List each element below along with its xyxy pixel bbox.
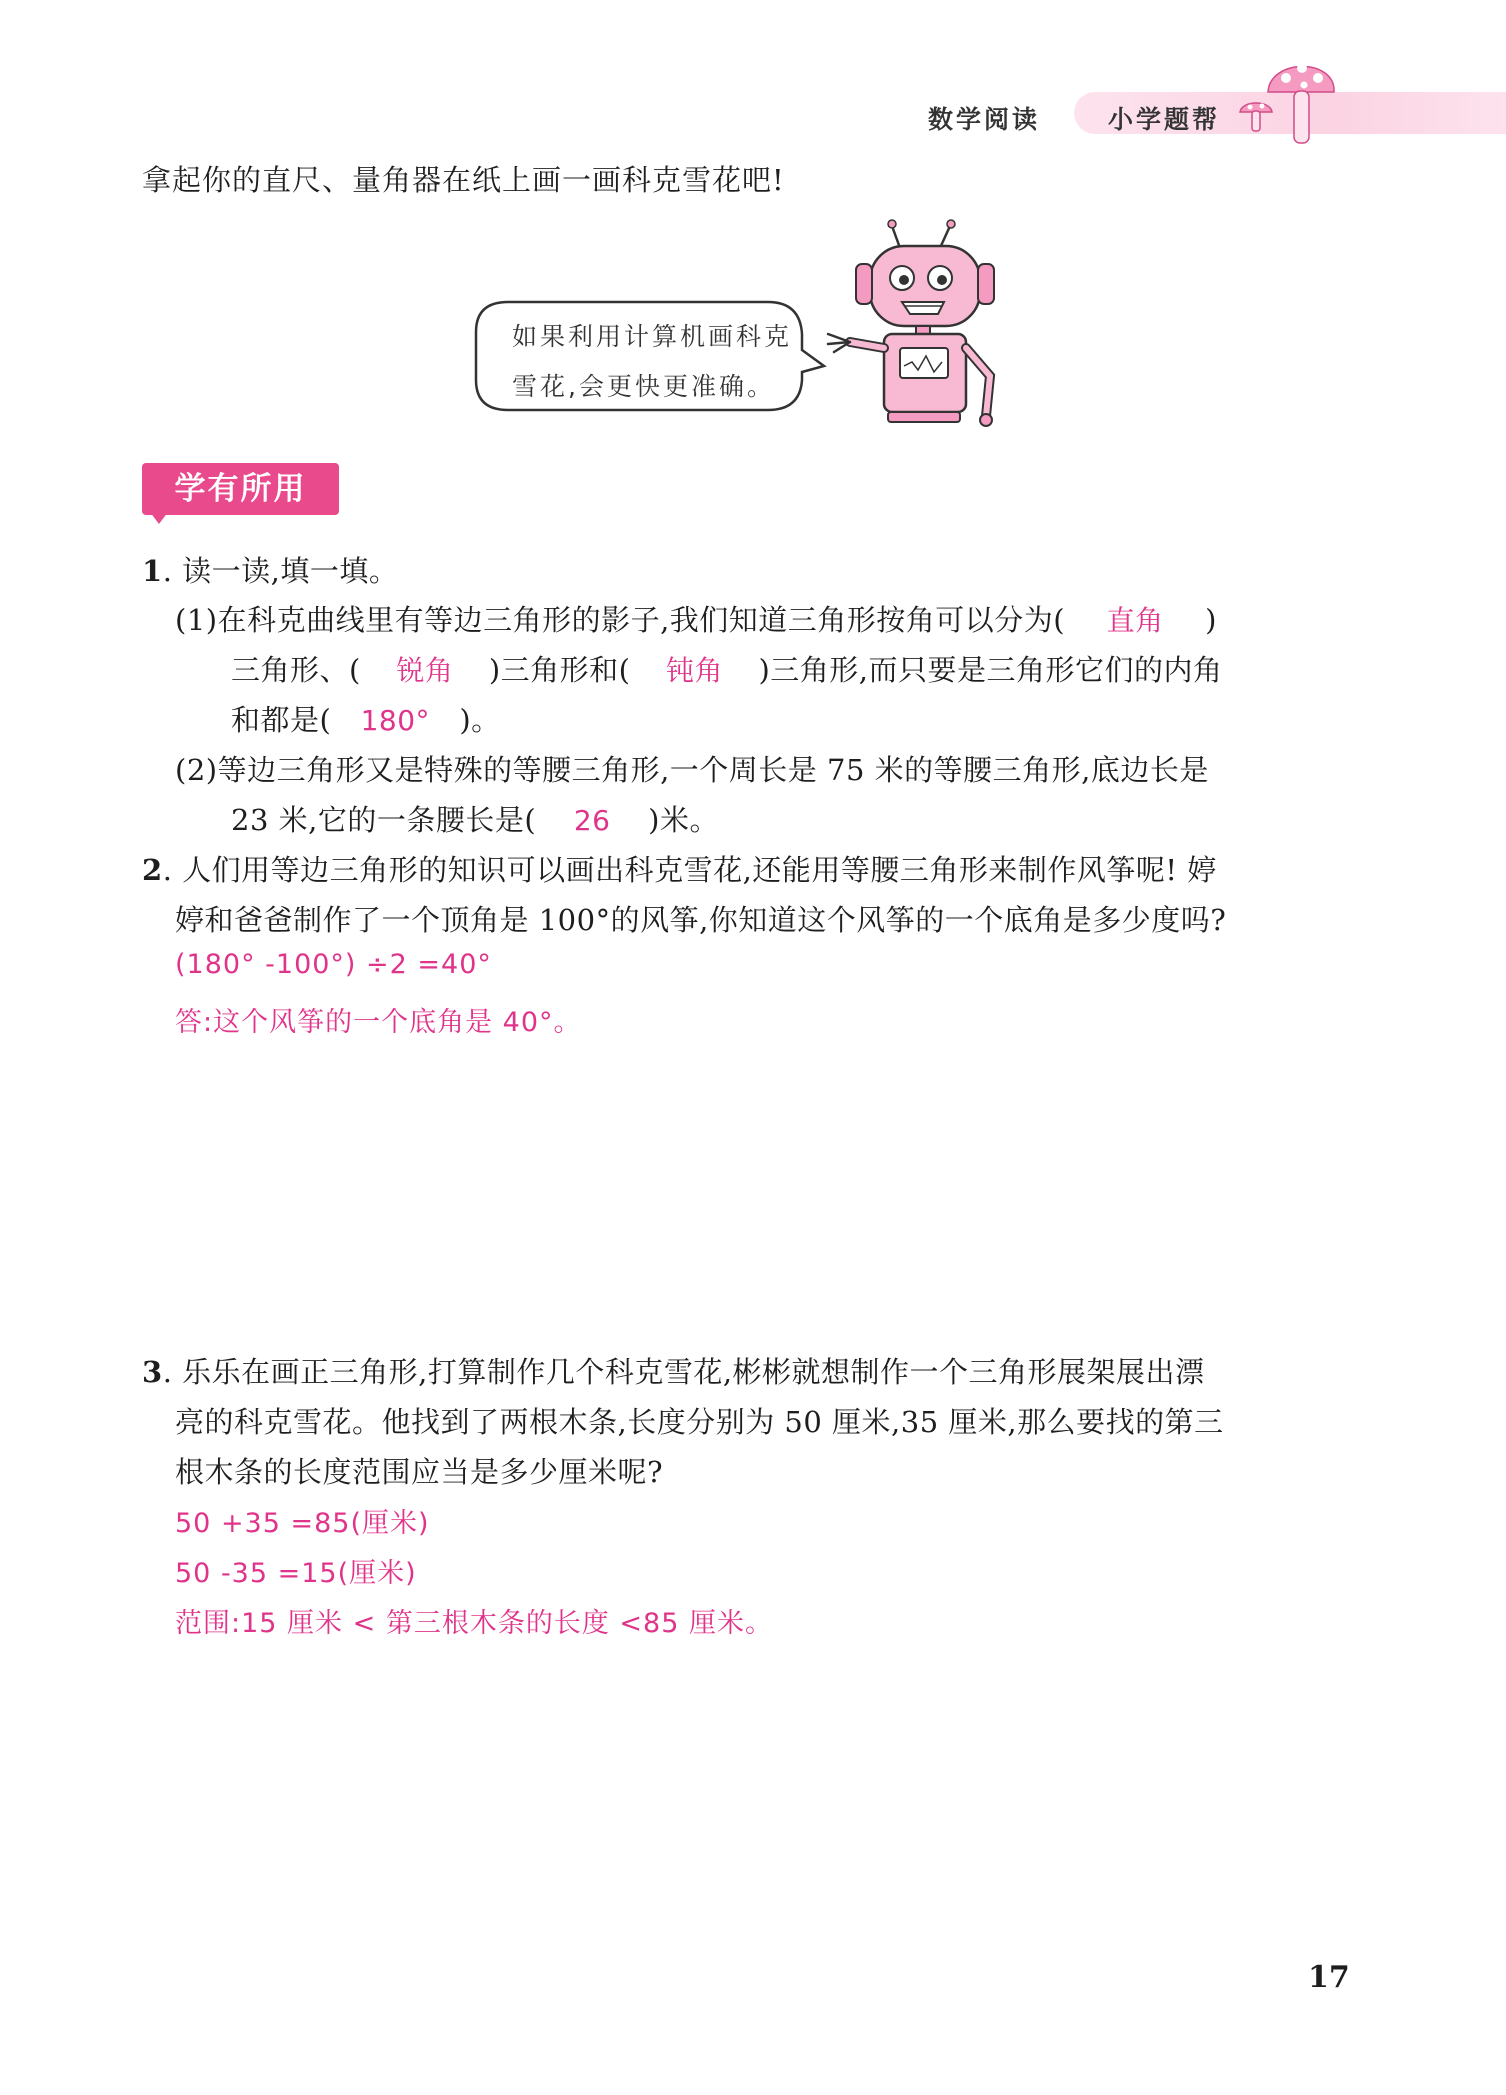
q3-line3: 根木条的长度范围应当是多少厘米呢? (175, 1455, 664, 1489)
header-section-title: 数学阅读 (928, 105, 1041, 134)
q1-p1-line1 (175, 598, 1217, 639)
q2-answer: 答:这个风筝的一个底角是 40°。 (175, 1007, 582, 1038)
q2-number: 2 (142, 853, 163, 887)
q1-answer-angle-sum: 180° (360, 704, 431, 737)
q2-line1-text: . 人们用等边三角形的知识可以画出科克雪花,还能用等腰三角形来制作风筝呢! 婷 (162, 853, 1217, 887)
q1-p2-line2-post: )米。 (648, 803, 719, 837)
bubble-line-2: 雪花,会更快更准确。 (512, 372, 775, 401)
q1-p1-prefix: (1)在科克曲线里有等边三角形的影子,我们知道三角形按角可以分为( (175, 603, 1066, 637)
q1-stem-text: . 读一读,填一填。 (162, 554, 399, 588)
q3-work-sum: 50 +35 =85(厘米) (175, 1508, 430, 1539)
q1-p1-line3-post: )。 (459, 703, 501, 737)
q1-p1-line2 (231, 648, 1223, 689)
q1-answer-right-angle: 直角 (1106, 604, 1164, 637)
header-brand: 小学题帮 (1108, 105, 1221, 134)
q1-p1-line2-post: )三角形,而只要是三角形它们的内角 (758, 653, 1223, 687)
robot-illustration (820, 216, 1040, 436)
q1-p2-line2-pre: 23 米,它的一条腰长是( (231, 803, 537, 837)
q1-answer-acute: 锐角 (396, 654, 454, 687)
q3-answer: 范围:15 厘米 < 第三根木条的长度 <85 厘米。 (175, 1608, 773, 1639)
q2-work: (180° -100°) ÷2 =40° (175, 949, 492, 980)
q1-number: 1 (142, 554, 163, 588)
q1-p1-line2-pre: 三角形、( (231, 653, 361, 687)
q1-p1-line2-mid: )三角形和( (488, 653, 631, 687)
intro-text: 拿起你的直尺、量角器在纸上画一画科克雪花吧! (142, 163, 785, 197)
q2-line1 (142, 848, 1217, 889)
q3-line2: 亮的科克雪花。他找到了两根木条,长度分别为 50 厘米,35 厘米,那么要找的第三 (175, 1405, 1224, 1439)
q1-p1-line3-pre: 和都是( (231, 703, 332, 737)
page-number: 17 (1308, 1960, 1350, 1995)
q1-p2-line1: (2)等边三角形又是特殊的等腰三角形,一个周长是 75 米的等腰三角形,底边长是 (175, 753, 1209, 787)
q3-work-difference: 50 -35 =15(厘米) (175, 1558, 417, 1589)
q1-answer-obtuse: 钝角 (665, 654, 723, 687)
bubble-text (512, 312, 812, 412)
section-tag-label: 学有所用 (174, 471, 307, 507)
q3-line1-text: . 乐乐在画正三角形,打算制作几个科克雪花,彬彬就想制作一个三角形展架展出漂 (162, 1355, 1205, 1389)
q1-stem (142, 549, 398, 590)
q1-p1-line3 (231, 698, 501, 739)
q2-line2: 婷和爸爸制作了一个顶角是 100°的风筝,你知道这个风筝的一个底角是多少度吗? (175, 903, 1227, 937)
mushroom-icon (1218, 54, 1338, 150)
q3-line1 (142, 1350, 1205, 1391)
q3-number: 3 (142, 1355, 163, 1389)
q1-p1-close1: ) (1205, 603, 1217, 637)
bubble-line-1: 如果利用计算机画科克 (512, 322, 793, 351)
q1-answer-leg-length: 26 (573, 804, 611, 837)
q1-p2-line2 (231, 798, 719, 839)
